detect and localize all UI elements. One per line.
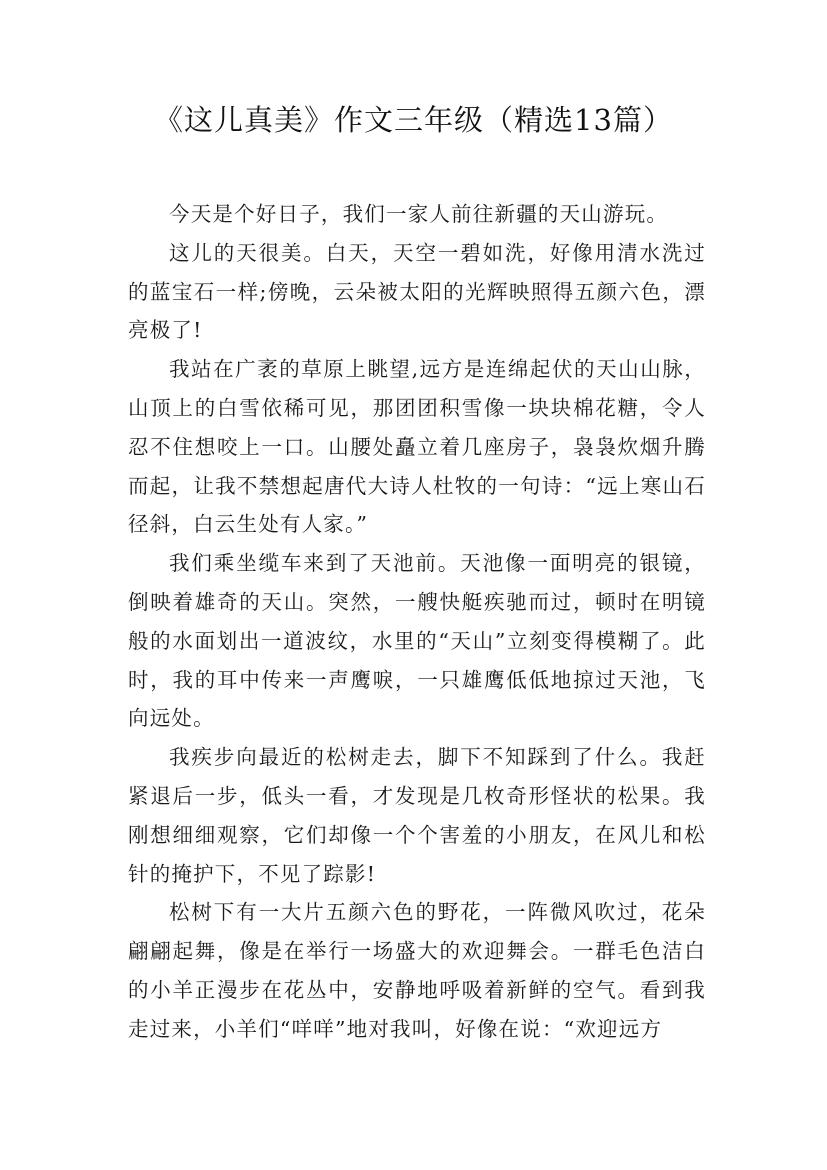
paragraph: 我疾步向最近的松树走去，脚下不知踩到了什么。我赶紧退后一步，低头一看，才发现是几枚奇形怪状的松果。我刚想细细观察，它们却像一个个害羞的小朋友，在风儿和松针的掩护下，不见了踪影!	[128, 745, 706, 886]
paragraph: 我站在广袤的草原上眺望,远方是连绵起伏的天山山脉，山顶上的白雪依稀可见，那团团积雪像一块块棉花糖，令人忍不住想咬上一口。山腰处矗立着几座房子，袅袅炊烟升腾而起，让我不禁想起唐代大诗人杜牧的一句诗：“远上寒山石径斜，白云生处有人家。”	[128, 357, 706, 537]
paragraph: 我们乘坐缆车来到了天池前。天池像一面明亮的银镜，倒映着雄奇的天山。突然，一艘快艇疾驰而过，顿时在明镜般的水面划出一道波纹，水里的“天山”立刻变得模糊了。此时，我的耳中传来一声鹰唳，一只雄鹰低低地掠过天池，飞向远处。	[128, 551, 706, 731]
paragraph: 这儿的天很美。白天，天空一碧如洗，好像用清水洗过的蓝宝石一样;傍晚，云朵被太阳的光辉映照得五颜六色，漂亮极了!	[128, 240, 706, 343]
paragraph: 松树下有一大片五颜六色的野花，一阵微风吹过，花朵翩翩起舞，像是在举行一场盛大的欢迎舞会。一群毛色洁白的小羊正漫步在花丛中，安静地呼吸着新鲜的空气。看到我走过来，小羊们“咩咩”地对我叫，好像在说：“欢迎远方	[128, 900, 706, 1041]
paragraph: 今天是个好日子，我们一家人前往新疆的天山游玩。	[169, 202, 669, 226]
document-title: 《这儿真美》作文三年级（精选13篇）	[154, 103, 673, 137]
document-body	[128, 195, 706, 1049]
